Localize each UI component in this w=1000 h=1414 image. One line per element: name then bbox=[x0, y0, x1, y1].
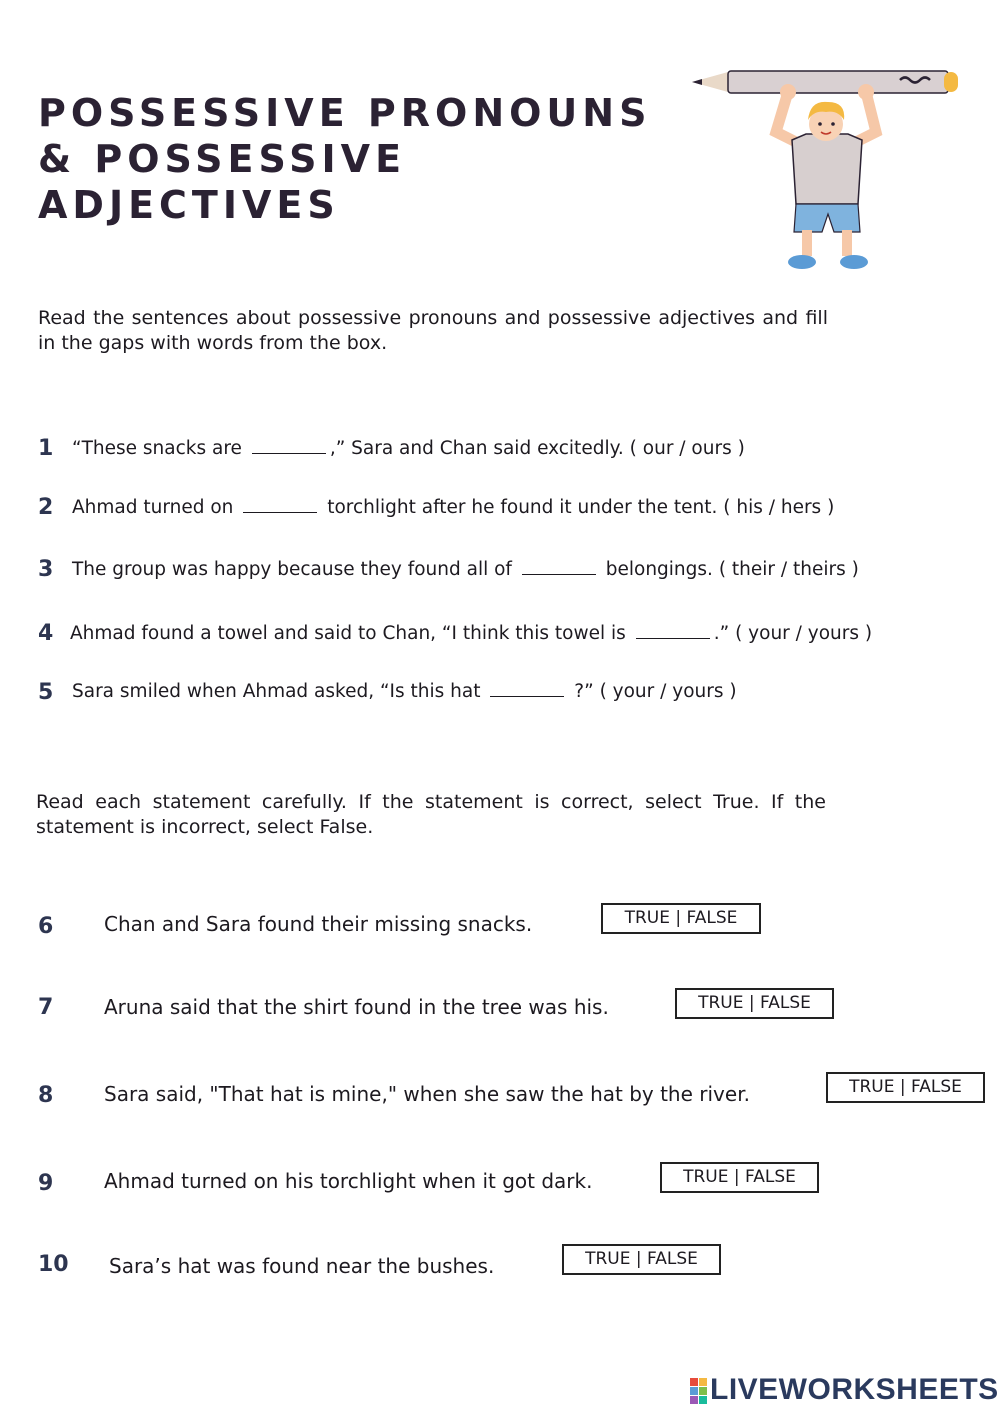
question-number: 7 bbox=[38, 995, 54, 1020]
question-text-after: .” bbox=[713, 623, 730, 644]
answer-blank[interactable] bbox=[522, 560, 596, 575]
statement-text: Aruna said that the shirt found in the tree was his. bbox=[104, 995, 609, 1019]
title-line-2: & POSSESSIVE bbox=[38, 137, 407, 181]
statement-text: Sara said, "That hat is mine," when she saw the hat by the river. bbox=[104, 1082, 750, 1106]
question-text-before: Ahmad found a towel and said to Chan, “I think this towel is bbox=[70, 623, 626, 644]
brand-name: LIVEWORKSHEETS bbox=[710, 1373, 999, 1406]
answer-options: ( his / hers ) bbox=[723, 497, 835, 518]
true-false-select[interactable]: TRUE | FALSE bbox=[601, 903, 761, 934]
question-text-after: ?” bbox=[574, 681, 594, 702]
fill-in-question bbox=[72, 681, 737, 702]
answer-options: ( your / yours ) bbox=[735, 623, 873, 644]
question-number: 6 bbox=[38, 914, 54, 939]
statement-text: Chan and Sara found their missing snacks. bbox=[104, 912, 533, 936]
question-text-before: “These snacks are bbox=[72, 438, 242, 459]
answer-blank[interactable] bbox=[243, 498, 317, 513]
question-text-after: belongings. bbox=[605, 559, 713, 580]
answer-options: ( their / theirs ) bbox=[718, 559, 859, 580]
fill-in-question bbox=[72, 438, 745, 459]
boy-holding-pencil-illustration bbox=[688, 62, 963, 274]
answer-options: ( our / ours ) bbox=[629, 438, 745, 459]
title-line-3: ADJECTIVES bbox=[38, 183, 340, 227]
answer-blank[interactable] bbox=[490, 682, 564, 697]
question-text-before: Ahmad turned on bbox=[72, 497, 234, 518]
question-number: 1 bbox=[38, 436, 54, 461]
brand-blocks-icon bbox=[690, 1378, 708, 1404]
fill-in-question bbox=[72, 559, 859, 580]
question-text-before: The group was happy because they found all of bbox=[72, 559, 512, 580]
answer-options: ( your / yours ) bbox=[599, 681, 737, 702]
question-number: 4 bbox=[38, 621, 54, 646]
section1-instructions: Read the sentences about possessive pronouns and possessive adjectives and fill in the gaps with words from the box. bbox=[38, 307, 828, 354]
statement-text: Ahmad turned on his torchlight when it got dark. bbox=[104, 1169, 593, 1193]
question-number: 5 bbox=[38, 680, 54, 705]
answer-blank[interactable] bbox=[252, 439, 326, 454]
question-text-before: Sara smiled when Ahmad asked, “Is this hat bbox=[72, 681, 481, 702]
true-false-select[interactable]: TRUE | FALSE bbox=[826, 1072, 985, 1103]
answer-blank[interactable] bbox=[636, 624, 710, 639]
fill-in-question bbox=[70, 623, 872, 644]
question-number: 9 bbox=[38, 1171, 54, 1196]
true-false-select[interactable]: TRUE | FALSE bbox=[675, 988, 834, 1019]
question-number: 2 bbox=[38, 495, 54, 520]
section2-instructions: Read each statement carefully. If the statement is correct, select True. If the statement is incorrect, select False. bbox=[36, 791, 826, 838]
fill-in-question bbox=[72, 497, 834, 518]
worksheet-title bbox=[38, 90, 651, 228]
question-number: 10 bbox=[38, 1252, 69, 1277]
true-false-select[interactable]: TRUE | FALSE bbox=[660, 1162, 819, 1193]
question-text-after: ,” Sara and Chan said excitedly. bbox=[329, 438, 624, 459]
question-number: 3 bbox=[38, 557, 54, 582]
question-number: 8 bbox=[38, 1083, 54, 1108]
title-line-1: POSSESSIVE PRONOUNS bbox=[38, 91, 652, 135]
question-text-after: torchlight after he found it under the tent. bbox=[327, 497, 718, 518]
statement-text: Sara’s hat was found near the bushes. bbox=[109, 1254, 495, 1278]
true-false-select[interactable]: TRUE | FALSE bbox=[562, 1244, 721, 1275]
